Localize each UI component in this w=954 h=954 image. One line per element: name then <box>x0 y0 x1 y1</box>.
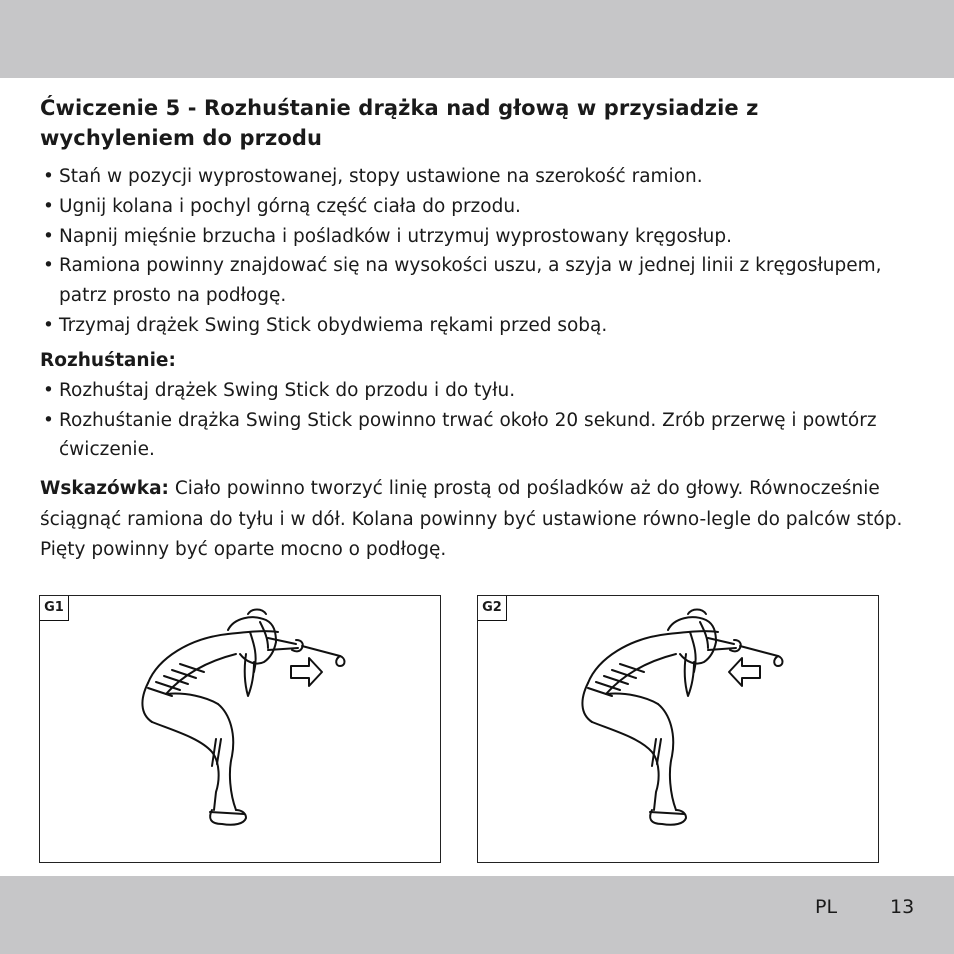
tip-text: Ciało powinno tworzyć linię prostą od pośladków aż do głowy. Równocześnie ściągnąć ramiona do tyłu i w dół. Kolana powinny być ustawione równo-legle do palców stóp. Pięty powinny być oparte mocno o podłogę. <box>40 478 903 561</box>
figure-label: G2 <box>478 596 507 621</box>
position-step: • Ugnij kolana i pochyl górną część ciała do przodu. <box>40 192 920 222</box>
position-steps-list <box>40 162 920 341</box>
swing-steps-list <box>40 376 920 465</box>
page-content <box>40 93 920 566</box>
squat-swing-illustration <box>40 596 440 862</box>
tip-label: Wskazówka: <box>40 478 169 500</box>
figure-g1 <box>39 595 441 863</box>
footer-band <box>0 876 954 954</box>
tip-paragraph <box>40 474 920 566</box>
squat-swing-illustration <box>478 596 878 862</box>
swing-step: • Rozhuśtaj drążek Swing Stick do przodu i do tyłu. <box>40 376 920 406</box>
position-step: • Stań w pozycji wyprostowanej, stopy ustawione na szerokość ramion. <box>40 162 920 192</box>
position-step: • Ramiona powinny znajdować się na wysokości uszu, a szyja w jednej linii z kręgosłupem, patrz prosto na podłogę. <box>40 251 920 311</box>
exercise-title: Ćwiczenie 5 - Rozhuśtanie drążka nad głową w przysiadzie z wychyleniem do przodu <box>40 96 759 150</box>
position-step: • Trzymaj drążek Swing Stick obydwiema rękami przed sobą. <box>40 311 920 341</box>
swing-heading: Rozhuśtanie: <box>40 349 176 371</box>
page-number: 13 <box>890 896 915 918</box>
language-code: PL <box>815 896 838 918</box>
swing-step: • Rozhuśtanie drążka Swing Stick powinno trwać około 20 sekund. Zrób przerwę i powtórz ćwiczenie. <box>40 406 920 466</box>
figure-g2 <box>477 595 879 863</box>
figure-label: G1 <box>40 596 69 621</box>
position-step: • Napnij mięśnie brzucha i pośladków i utrzymuj wyprostowany kręgosłup. <box>40 222 920 252</box>
header-band <box>0 0 954 78</box>
